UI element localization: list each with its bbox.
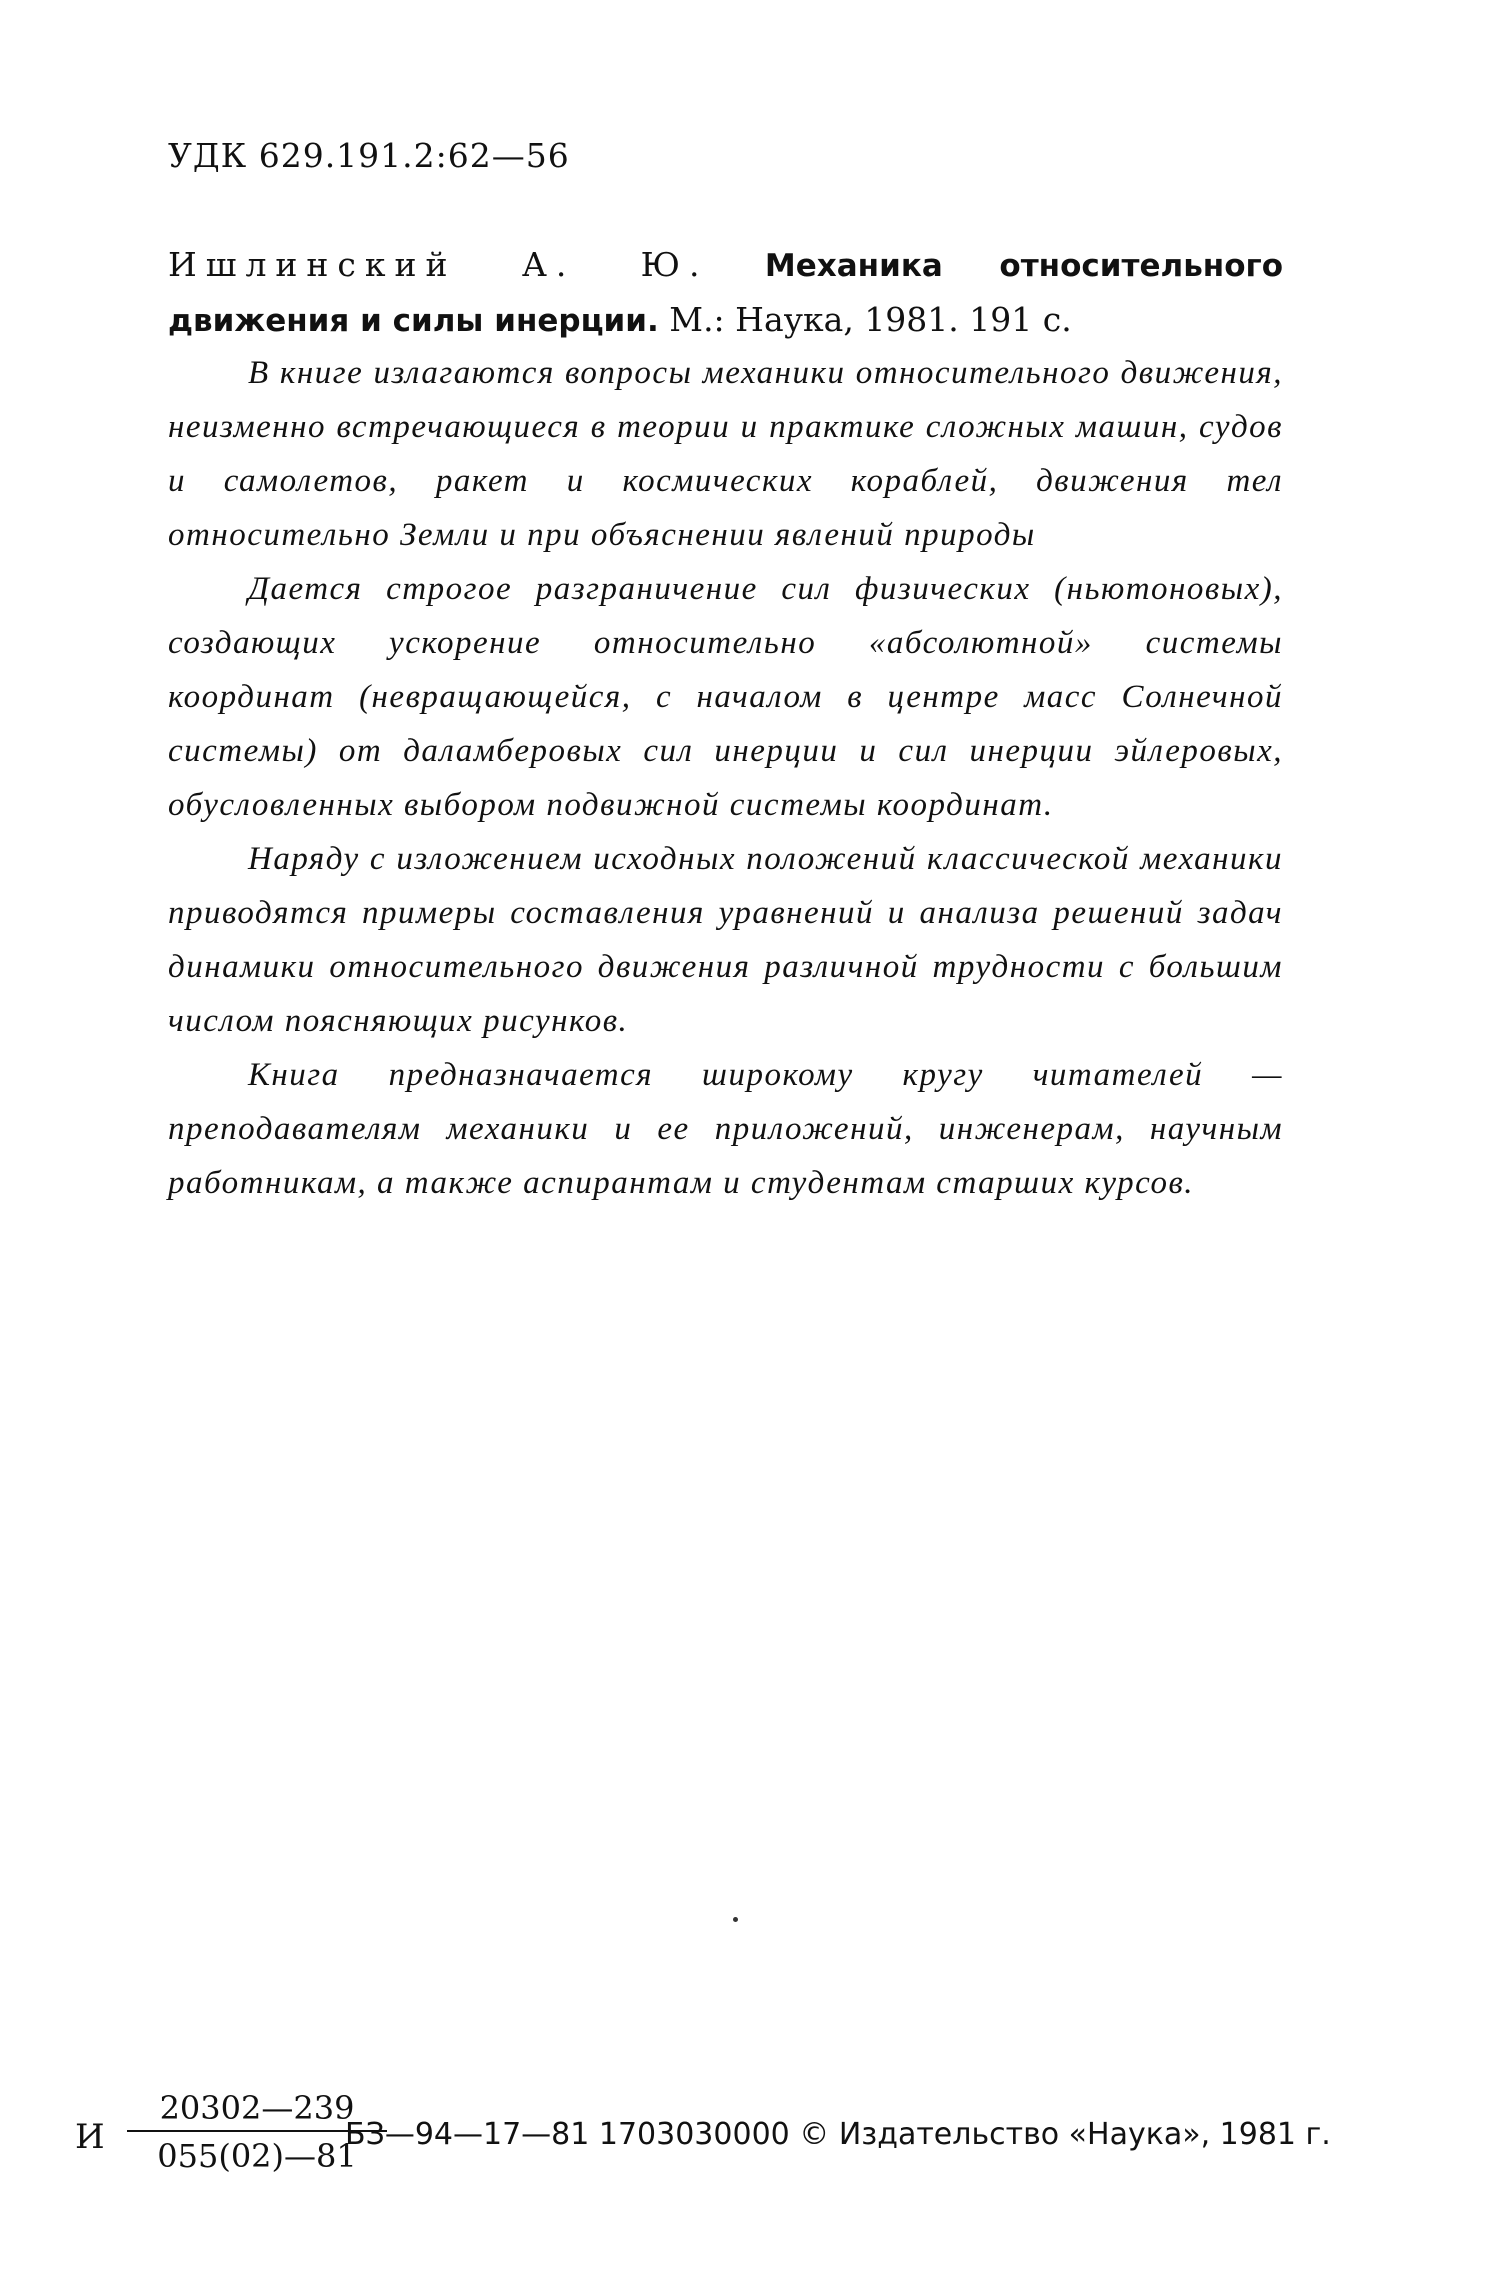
annotation-paragraph: Книга предназначается широкому кругу читателей — преподавателям механики и ее приложений, инженерам, научным работникам, а также аспирантам и студентам старших курсов. <box>168 1057 1283 1201</box>
imprint-line <box>75 2088 1455 2178</box>
annotation-paragraph: В книге излагаются вопросы механики относительного движения, неизменно встречающиеся в теории и практике сложных машин, судов и самолетов, ракет и космических кораблей, движения тел относительно Земли и при объяснении явлений природы <box>168 355 1283 553</box>
author-name: Ишлинский А. Ю. <box>168 245 709 284</box>
print-speck <box>733 1917 738 1922</box>
annotation-paragraph: Дается строгое разграничение сил физических (ньютоновых), создающих ускорение относительно «абсолютной» системы координат (невращающейся, с началом в центре масс Солнечной системы) от даламберовых сил инерции и сил инерции эйлеровых, обусловленных выбором подвижной системы координат. <box>168 571 1283 823</box>
annotation-paragraph: Наряду с изложением исходных положений классической механики приводятся примеры составления уравнений и анализа решений задач динамики относительного движения различной трудности с большим числом поясняющих рисунков. <box>168 841 1283 1039</box>
publication-info: М.: Наука, 1981. 191 с. <box>669 300 1072 339</box>
annotation <box>168 346 1283 1210</box>
imprint-prefix: И <box>75 2117 105 2157</box>
imprint-publisher: БЗ—94—17—81 1703030000 © Издательство «Наука», 1981 г. <box>345 2117 1331 2152</box>
book-title: Механика относительного движения и силы инерции. <box>168 248 1284 339</box>
imprint-numerator: 20302—239 <box>159 2089 355 2127</box>
imprint-denominator: 055(02)—81 <box>157 2137 357 2175</box>
bibliographic-entry <box>168 238 1283 348</box>
udk-code: УДК 629.191.2:62—56 <box>168 136 570 175</box>
